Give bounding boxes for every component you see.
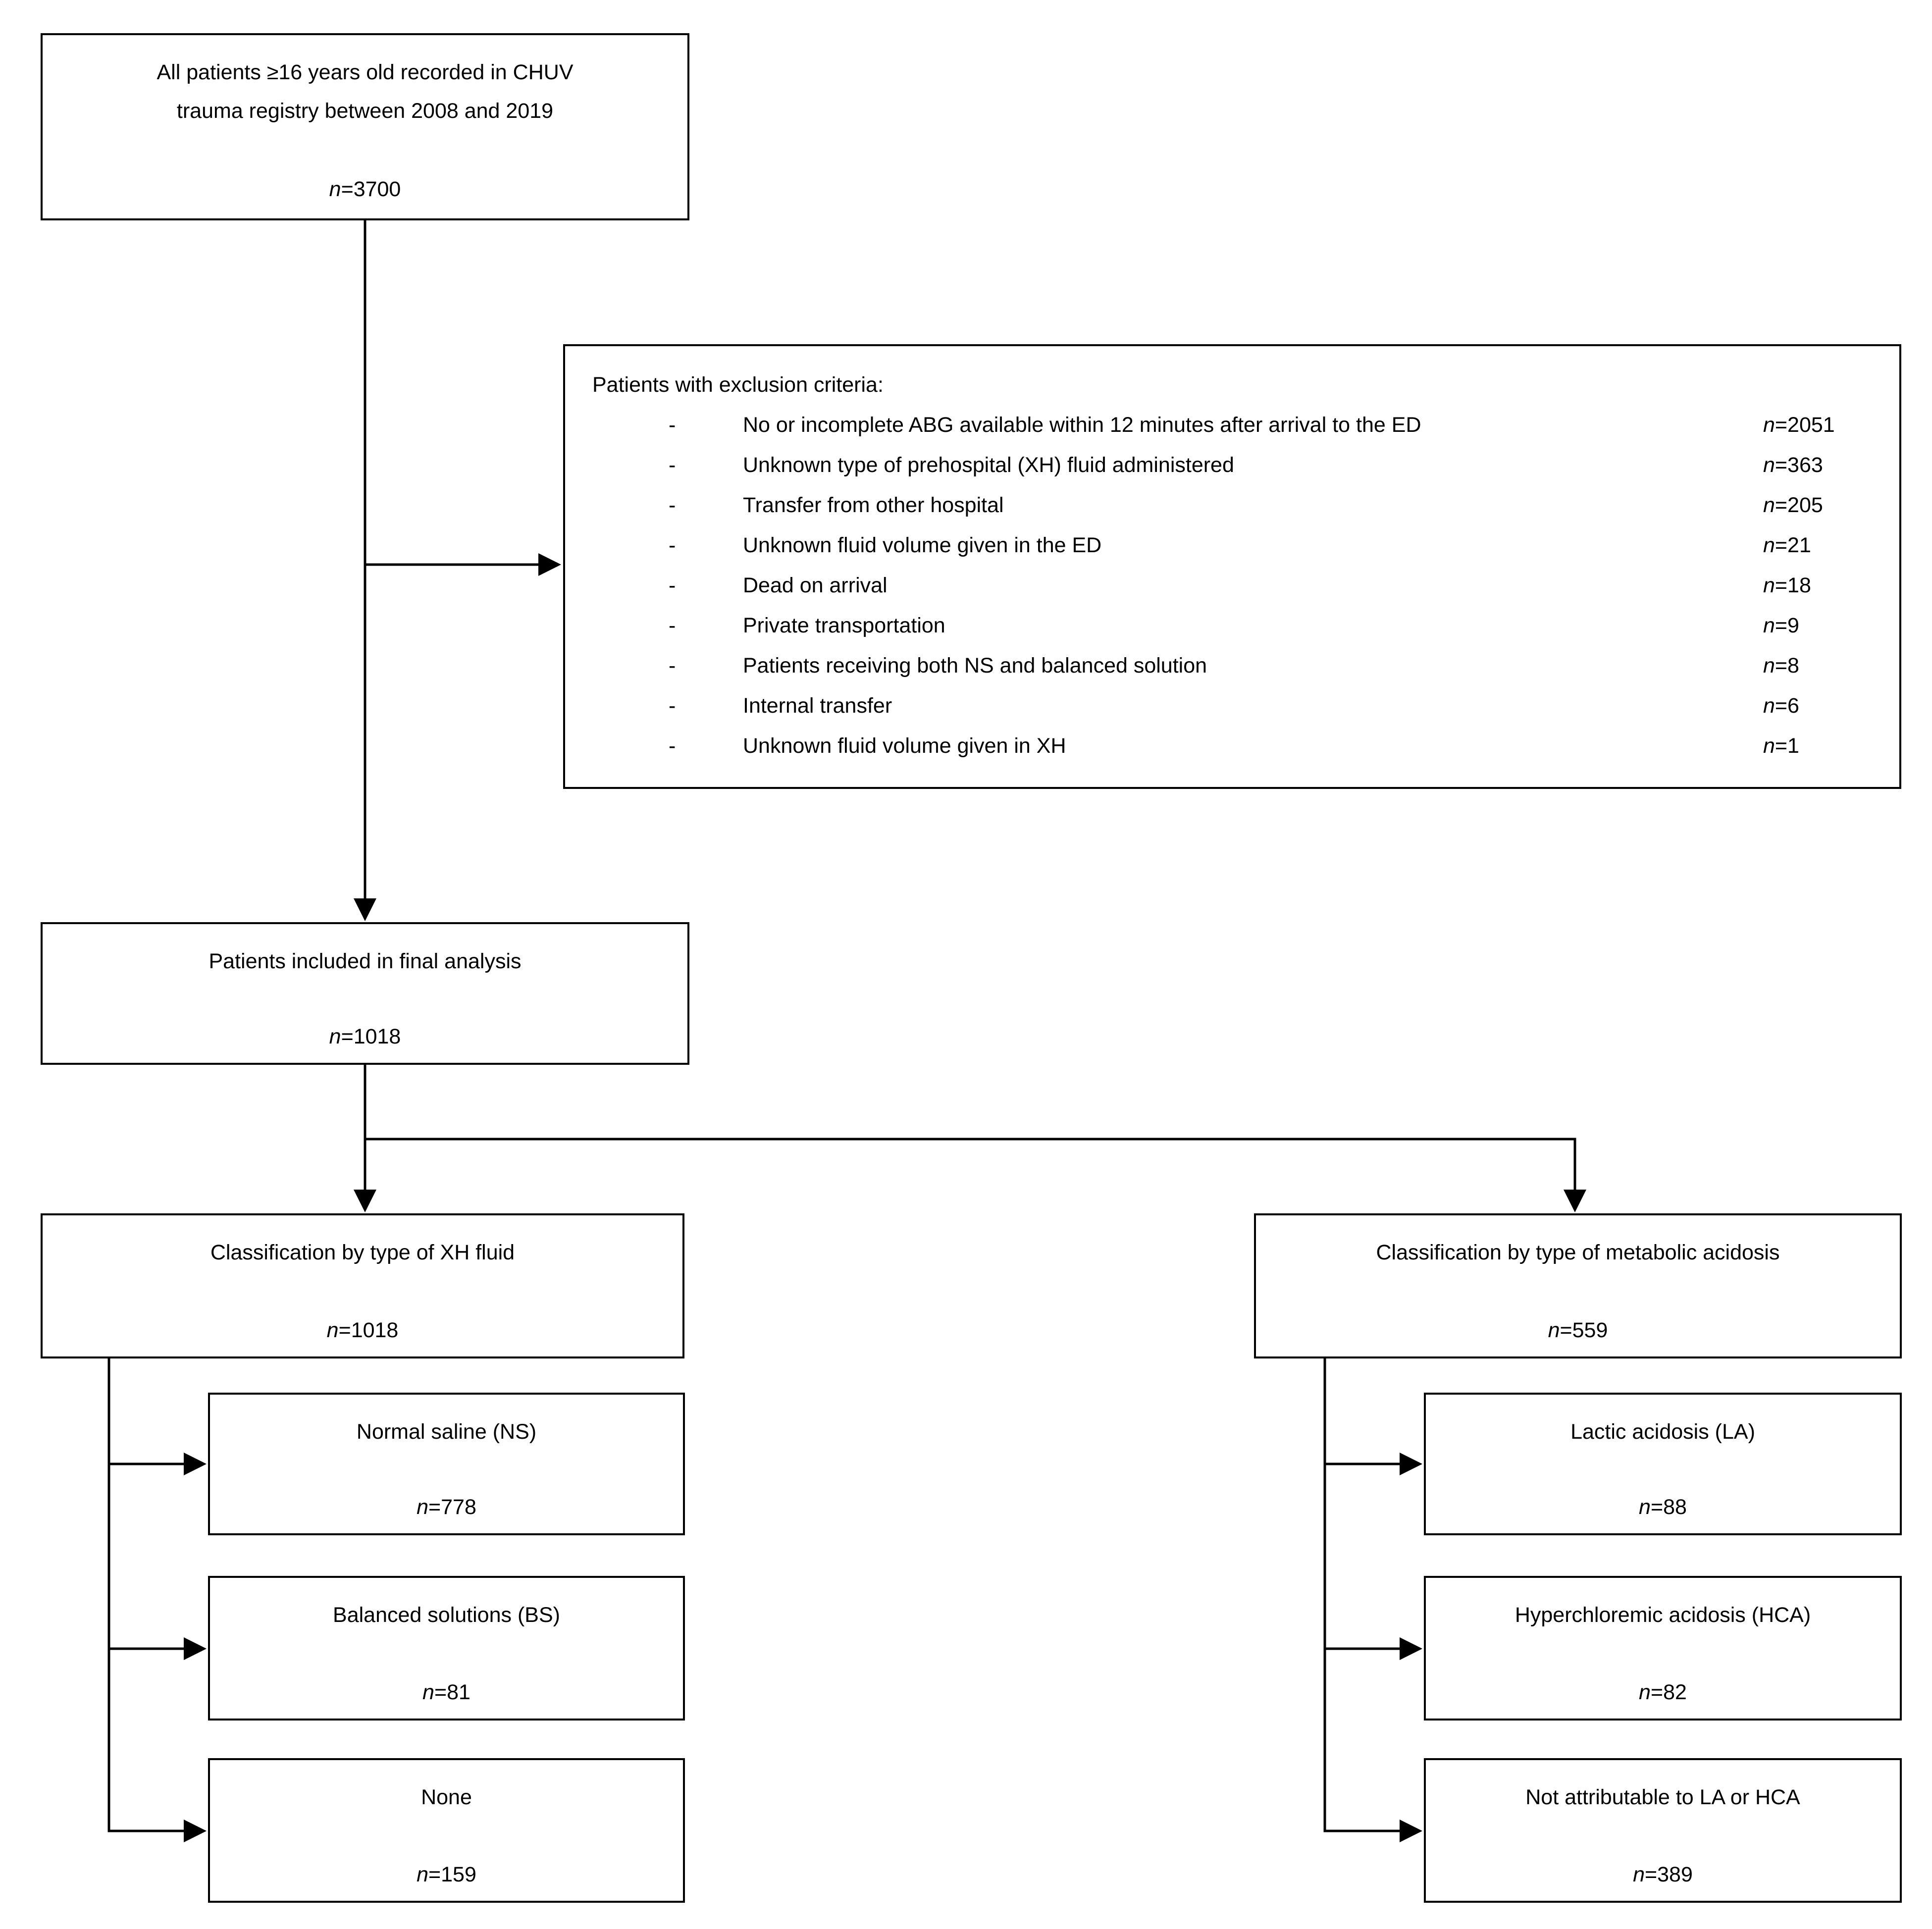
bullet-dash: - bbox=[669, 654, 676, 678]
box-lactic-acidosis-count: n=88 bbox=[1639, 1495, 1687, 1519]
exclusion-item-label: Private transportation bbox=[743, 614, 945, 637]
box-included bbox=[41, 922, 689, 1065]
box-included-count: n=1018 bbox=[329, 1025, 401, 1048]
box-included-n-value: 1018 bbox=[353, 1025, 401, 1048]
box-classification-acidosis-title: Classification by type of metabolic acidosis bbox=[1376, 1241, 1780, 1264]
exclusion-item-count: n=18 bbox=[1763, 573, 1811, 597]
box-normal-saline bbox=[208, 1393, 685, 1535]
exclusion-item bbox=[592, 566, 1872, 606]
box-lactic-acidosis bbox=[1424, 1393, 1902, 1535]
box-classification-acidosis-count: n=559 bbox=[1548, 1318, 1608, 1342]
exclusion-item-count: n=363 bbox=[1763, 453, 1823, 477]
box-normal-saline-title: Normal saline (NS) bbox=[356, 1420, 537, 1444]
exclusion-item-label: Unknown type of prehospital (XH) fluid administered bbox=[743, 453, 1234, 477]
box-balanced-solutions-count: n=81 bbox=[422, 1680, 470, 1704]
box-classification-fluid-title: Classification by type of XH fluid bbox=[210, 1241, 515, 1264]
exclusion-item-count: n=21 bbox=[1763, 533, 1811, 557]
arrowhead-ns bbox=[184, 1453, 207, 1475]
exclusion-item bbox=[592, 606, 1872, 646]
box-balanced-solutions bbox=[208, 1576, 685, 1720]
box-not-attributable bbox=[1424, 1758, 1902, 1903]
exclusion-item-label: Unknown fluid volume given in XH bbox=[743, 734, 1066, 758]
bullet-dash: - bbox=[669, 413, 676, 437]
box-classification-fluid bbox=[41, 1213, 684, 1358]
exclusion-item-label: Dead on arrival bbox=[743, 573, 888, 597]
box-registry-title bbox=[52, 53, 678, 130]
exclusion-item-count: n=6 bbox=[1763, 694, 1799, 718]
arrowhead-included bbox=[354, 898, 376, 921]
exclusion-item-label: Patients receiving both NS and balanced solution bbox=[743, 654, 1207, 678]
box-none-fluid-title: None bbox=[421, 1785, 472, 1809]
exclusion-item-label: Unknown fluid volume given in the ED bbox=[743, 533, 1102, 557]
exclusion-heading: Patients with exclusion criteria: bbox=[592, 373, 884, 397]
box-registry bbox=[41, 33, 689, 220]
arrowhead-class-fluid bbox=[354, 1190, 376, 1212]
arrowhead-class-acidosis bbox=[1564, 1190, 1586, 1212]
exclusion-item-label: No or incomplete ABG available within 12 minutes after arrival to the ED bbox=[743, 413, 1421, 437]
box-hyperchloremic-acidosis bbox=[1424, 1576, 1902, 1720]
bullet-dash: - bbox=[669, 694, 676, 718]
exclusion-item-count: n=205 bbox=[1763, 493, 1823, 517]
box-registry-title-line1: All patients ≥16 years old recorded in CHUV bbox=[157, 60, 574, 84]
box-registry-count: n=3700 bbox=[329, 177, 401, 201]
box-included-title: Patients included in final analysis bbox=[209, 949, 522, 973]
box-hyperchloremic-acidosis-title: Hyperchloremic acidosis (HCA) bbox=[1514, 1603, 1811, 1627]
box-classification-fluid-count: n=1018 bbox=[326, 1318, 399, 1342]
exclusion-item-count: n=1 bbox=[1763, 734, 1799, 758]
exclusion-item bbox=[592, 525, 1872, 566]
arrowhead-hca bbox=[1400, 1637, 1422, 1660]
box-balanced-solutions-title: Balanced solutions (BS) bbox=[333, 1603, 560, 1627]
box-registry-n-value: 3700 bbox=[353, 177, 401, 201]
box-normal-saline-count: n=778 bbox=[417, 1495, 476, 1519]
arrowhead-none bbox=[184, 1820, 207, 1842]
bullet-dash: - bbox=[669, 614, 676, 637]
bullet-dash: - bbox=[669, 734, 676, 758]
bullet-dash: - bbox=[669, 493, 676, 517]
exclusion-item-count: n=9 bbox=[1763, 614, 1799, 637]
box-classification-acidosis bbox=[1254, 1213, 1902, 1358]
bullet-dash: - bbox=[669, 453, 676, 477]
box-none-fluid-count: n=159 bbox=[417, 1863, 476, 1886]
box-not-attributable-title: Not attributable to LA or HCA bbox=[1525, 1785, 1800, 1809]
box-lactic-acidosis-title: Lactic acidosis (LA) bbox=[1570, 1420, 1755, 1444]
exclusion-item-label: Transfer from other hospital bbox=[743, 493, 1004, 517]
exclusion-item-label: Internal transfer bbox=[743, 694, 892, 718]
exclusion-item bbox=[592, 405, 1872, 445]
box-exclusion-criteria bbox=[563, 344, 1901, 789]
exclusion-item bbox=[592, 726, 1872, 766]
bullet-dash: - bbox=[669, 533, 676, 557]
arrowhead-exclusion bbox=[538, 553, 561, 576]
box-none-fluid bbox=[208, 1758, 685, 1903]
exclusion-item bbox=[592, 686, 1872, 726]
exclusion-item bbox=[592, 445, 1872, 485]
arrowhead-na bbox=[1400, 1820, 1422, 1842]
arrowhead-bs bbox=[184, 1637, 207, 1660]
exclusion-item bbox=[592, 485, 1872, 525]
bullet-dash: - bbox=[669, 573, 676, 597]
exclusion-item-count: n=8 bbox=[1763, 654, 1799, 678]
exclusion-item-count: n=2051 bbox=[1763, 413, 1835, 437]
exclusion-item bbox=[592, 646, 1872, 686]
box-registry-title-line2: trauma registry between 2008 and 2019 bbox=[176, 99, 554, 123]
box-not-attributable-count: n=389 bbox=[1633, 1863, 1693, 1886]
arrowhead-la bbox=[1400, 1453, 1422, 1475]
box-hyperchloremic-acidosis-count: n=82 bbox=[1639, 1680, 1687, 1704]
